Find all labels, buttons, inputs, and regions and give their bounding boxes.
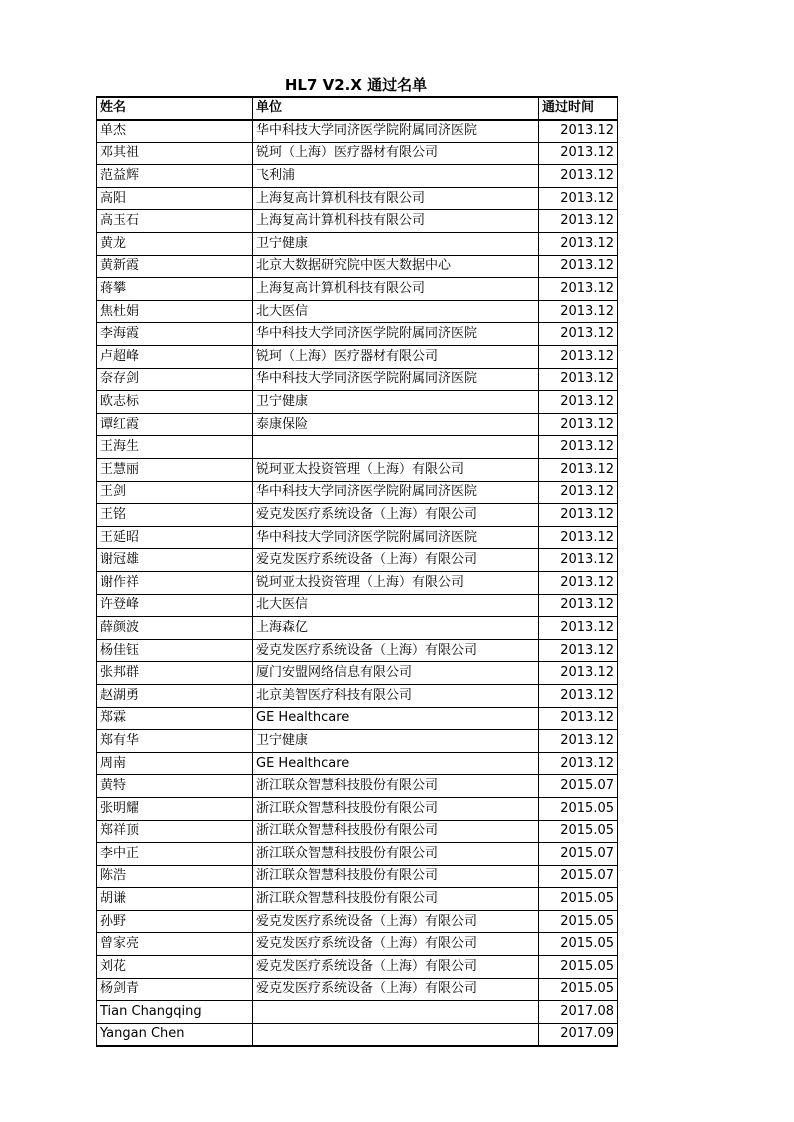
cell-name: 谢冠雄 xyxy=(97,549,253,572)
cell-date: 2013.12 xyxy=(539,413,618,436)
cell-date: 2013.12 xyxy=(539,233,618,256)
cell-date: 2013.12 xyxy=(539,346,618,369)
cell-unit: 爱克发医疗系统设备（上海）有限公司 xyxy=(253,933,539,956)
cell-date: 2013.12 xyxy=(539,323,618,346)
table-row xyxy=(97,346,618,369)
cell-unit: 卫宁健康 xyxy=(253,730,539,753)
table-row xyxy=(97,797,618,820)
cell-unit: 爱克发医疗系统设备（上海）有限公司 xyxy=(253,549,539,572)
table-row xyxy=(97,843,618,866)
document-title: HL7 V2.X 通过名单 xyxy=(284,76,428,94)
table-row xyxy=(97,662,618,685)
table-row xyxy=(97,549,618,572)
table-row xyxy=(97,617,618,640)
cell-unit: 华中科技大学同济医学院附属同济医院 xyxy=(253,323,539,346)
cell-date: 2015.05 xyxy=(539,933,618,956)
table-row xyxy=(97,436,618,459)
cell-unit: 华中科技大学同济医学院附属同济医院 xyxy=(253,481,539,504)
cell-name: Yangan Chen xyxy=(97,1023,253,1046)
cell-unit: 泰康保险 xyxy=(253,413,539,436)
cell-unit: 北大医信 xyxy=(253,594,539,617)
cell-date: 2013.12 xyxy=(539,707,618,730)
cell-unit: 浙江联众智慧科技股份有限公司 xyxy=(253,775,539,798)
cell-name: 郑有华 xyxy=(97,730,253,753)
table-row xyxy=(97,300,618,323)
table-row xyxy=(97,639,618,662)
cell-unit xyxy=(253,436,539,459)
cell-name: 王剑 xyxy=(97,481,253,504)
cell-unit: 卫宁健康 xyxy=(253,233,539,256)
cell-name: 赵湖勇 xyxy=(97,684,253,707)
cell-unit: 北大医信 xyxy=(253,300,539,323)
table-row xyxy=(97,504,618,527)
cell-unit: 浙江联众智慧科技股份有限公司 xyxy=(253,820,539,843)
table-row xyxy=(97,571,618,594)
cell-unit xyxy=(253,1001,539,1024)
cell-date: 2013.12 xyxy=(539,459,618,482)
cell-name: 高玉石 xyxy=(97,210,253,233)
table-row xyxy=(97,368,618,391)
cell-name: 刘花 xyxy=(97,956,253,979)
table-row xyxy=(97,255,618,278)
cell-date: 2013.12 xyxy=(539,481,618,504)
cell-unit: 北京大数据研究院中医大数据中心 xyxy=(253,255,539,278)
cell-unit: 华中科技大学同济医学院附属同济医院 xyxy=(253,526,539,549)
cell-date: 2013.12 xyxy=(539,300,618,323)
cell-date: 2015.05 xyxy=(539,820,618,843)
cell-name: 张邦群 xyxy=(97,662,253,685)
table-row xyxy=(97,413,618,436)
cell-unit: 上海复高计算机科技有限公司 xyxy=(253,187,539,210)
table-row xyxy=(97,165,618,188)
table-row xyxy=(97,933,618,956)
cell-unit: 浙江联众智慧科技股份有限公司 xyxy=(253,865,539,888)
cell-date: 2015.07 xyxy=(539,775,618,798)
cell-date: 2013.12 xyxy=(539,662,618,685)
cell-date: 2015.05 xyxy=(539,797,618,820)
cell-date: 2013.12 xyxy=(539,436,618,459)
cell-date: 2015.05 xyxy=(539,910,618,933)
cell-name: 孙野 xyxy=(97,910,253,933)
cell-name: 黄特 xyxy=(97,775,253,798)
cell-name: Tian Changqing xyxy=(97,1001,253,1024)
cell-name: 卢超峰 xyxy=(97,346,253,369)
cell-name: 周南 xyxy=(97,752,253,775)
cell-date: 2013.12 xyxy=(539,571,618,594)
cell-unit: 厦门安盟网络信息有限公司 xyxy=(253,662,539,685)
cell-name: 李海霞 xyxy=(97,323,253,346)
table-row xyxy=(97,707,618,730)
cell-unit: 爱克发医疗系统设备（上海）有限公司 xyxy=(253,956,539,979)
cell-name: 单杰 xyxy=(97,120,253,143)
cell-unit: 北京美智医疗科技有限公司 xyxy=(253,684,539,707)
cell-unit: 锐珂（上海）医疗器材有限公司 xyxy=(253,142,539,165)
cell-name: 王铭 xyxy=(97,504,253,527)
table-row xyxy=(97,1023,618,1046)
cell-name: 杨佳钰 xyxy=(97,639,253,662)
cell-name: 曾家亮 xyxy=(97,933,253,956)
cell-unit: 浙江联众智慧科技股份有限公司 xyxy=(253,797,539,820)
cell-date: 2013.12 xyxy=(539,165,618,188)
table-row xyxy=(97,526,618,549)
cell-date: 2013.12 xyxy=(539,278,618,301)
table-row xyxy=(97,391,618,414)
table-row xyxy=(97,978,618,1001)
cell-date: 2017.08 xyxy=(539,1001,618,1024)
cell-name: 郑霖 xyxy=(97,707,253,730)
cell-date: 2013.12 xyxy=(539,255,618,278)
cell-name: 黄新霞 xyxy=(97,255,253,278)
header-unit: 单位 xyxy=(253,97,539,120)
cell-unit: GE Healthcare xyxy=(253,707,539,730)
table-row xyxy=(97,594,618,617)
table-row xyxy=(97,323,618,346)
table-row xyxy=(97,210,618,233)
table-row xyxy=(97,481,618,504)
cell-name: 谭红霞 xyxy=(97,413,253,436)
cell-name: 张明耀 xyxy=(97,797,253,820)
cell-name: 陈浩 xyxy=(97,865,253,888)
cell-name: 蒋攀 xyxy=(97,278,253,301)
cell-date: 2013.12 xyxy=(539,187,618,210)
cell-unit: 爱克发医疗系统设备（上海）有限公司 xyxy=(253,910,539,933)
cell-unit: 浙江联众智慧科技股份有限公司 xyxy=(253,843,539,866)
cell-name: 郑祥顶 xyxy=(97,820,253,843)
table-row xyxy=(97,730,618,753)
table-row xyxy=(97,459,618,482)
cell-name: 焦杜娟 xyxy=(97,300,253,323)
cell-name: 谢作祥 xyxy=(97,571,253,594)
cell-unit xyxy=(253,1023,539,1046)
cell-date: 2013.12 xyxy=(539,368,618,391)
cell-name: 高阳 xyxy=(97,187,253,210)
cell-name: 胡谦 xyxy=(97,888,253,911)
cell-unit: 锐珂亚太投资管理（上海）有限公司 xyxy=(253,459,539,482)
cell-name: 邓其祖 xyxy=(97,142,253,165)
table-row xyxy=(97,910,618,933)
cell-date: 2013.12 xyxy=(539,639,618,662)
cell-date: 2013.12 xyxy=(539,120,618,143)
cell-unit: 上海森亿 xyxy=(253,617,539,640)
cell-unit: 卫宁健康 xyxy=(253,391,539,414)
table-row xyxy=(97,775,618,798)
cell-name: 杨剑青 xyxy=(97,978,253,1001)
cell-date: 2013.12 xyxy=(539,526,618,549)
cell-date: 2013.12 xyxy=(539,752,618,775)
cell-unit: 华中科技大学同济医学院附属同济医院 xyxy=(253,368,539,391)
cell-unit: GE Healthcare xyxy=(253,752,539,775)
cell-date: 2015.05 xyxy=(539,978,618,1001)
cell-unit: 锐珂（上海）医疗器材有限公司 xyxy=(253,346,539,369)
cell-date: 2013.12 xyxy=(539,210,618,233)
cell-date: 2015.05 xyxy=(539,956,618,979)
table-row xyxy=(97,888,618,911)
table-row xyxy=(97,684,618,707)
table-row xyxy=(97,233,618,256)
cell-date: 2013.12 xyxy=(539,617,618,640)
cell-date: 2013.12 xyxy=(539,549,618,572)
table-row xyxy=(97,142,618,165)
cell-date: 2013.12 xyxy=(539,504,618,527)
cell-name: 奈存剑 xyxy=(97,368,253,391)
cell-name: 王慧丽 xyxy=(97,459,253,482)
cell-name: 王延昭 xyxy=(97,526,253,549)
cell-date: 2013.12 xyxy=(539,684,618,707)
table-row xyxy=(97,120,618,143)
cell-name: 范益辉 xyxy=(97,165,253,188)
cell-date: 2013.12 xyxy=(539,142,618,165)
cell-unit: 上海复高计算机科技有限公司 xyxy=(253,278,539,301)
cell-name: 欧志标 xyxy=(97,391,253,414)
cell-unit: 爱克发医疗系统设备（上海）有限公司 xyxy=(253,504,539,527)
cell-name: 李中正 xyxy=(97,843,253,866)
table-header-row xyxy=(97,97,618,120)
pass-list-table xyxy=(96,96,618,1047)
cell-name: 薛颜波 xyxy=(97,617,253,640)
cell-date: 2015.07 xyxy=(539,865,618,888)
cell-unit: 上海复高计算机科技有限公司 xyxy=(253,210,539,233)
table-row xyxy=(97,278,618,301)
cell-date: 2013.12 xyxy=(539,594,618,617)
cell-date: 2013.12 xyxy=(539,391,618,414)
table-row xyxy=(97,820,618,843)
cell-unit: 华中科技大学同济医学院附属同济医院 xyxy=(253,120,539,143)
header-date: 通过时间 xyxy=(539,97,618,120)
table-row xyxy=(97,865,618,888)
table-row xyxy=(97,752,618,775)
cell-unit: 锐珂亚太投资管理（上海）有限公司 xyxy=(253,571,539,594)
cell-date: 2017.09 xyxy=(539,1023,618,1046)
table-row xyxy=(97,1001,618,1024)
table-row xyxy=(97,187,618,210)
cell-date: 2015.05 xyxy=(539,888,618,911)
cell-unit: 爱克发医疗系统设备（上海）有限公司 xyxy=(253,639,539,662)
cell-date: 2013.12 xyxy=(539,730,618,753)
cell-unit: 浙江联众智慧科技股份有限公司 xyxy=(253,888,539,911)
cell-name: 黄龙 xyxy=(97,233,253,256)
header-name: 姓名 xyxy=(97,97,253,120)
cell-unit: 爱克发医疗系统设备（上海）有限公司 xyxy=(253,978,539,1001)
cell-name: 王海生 xyxy=(97,436,253,459)
table-row xyxy=(97,956,618,979)
cell-name: 许登峰 xyxy=(97,594,253,617)
cell-date: 2015.07 xyxy=(539,843,618,866)
cell-unit: 飞利浦 xyxy=(253,165,539,188)
